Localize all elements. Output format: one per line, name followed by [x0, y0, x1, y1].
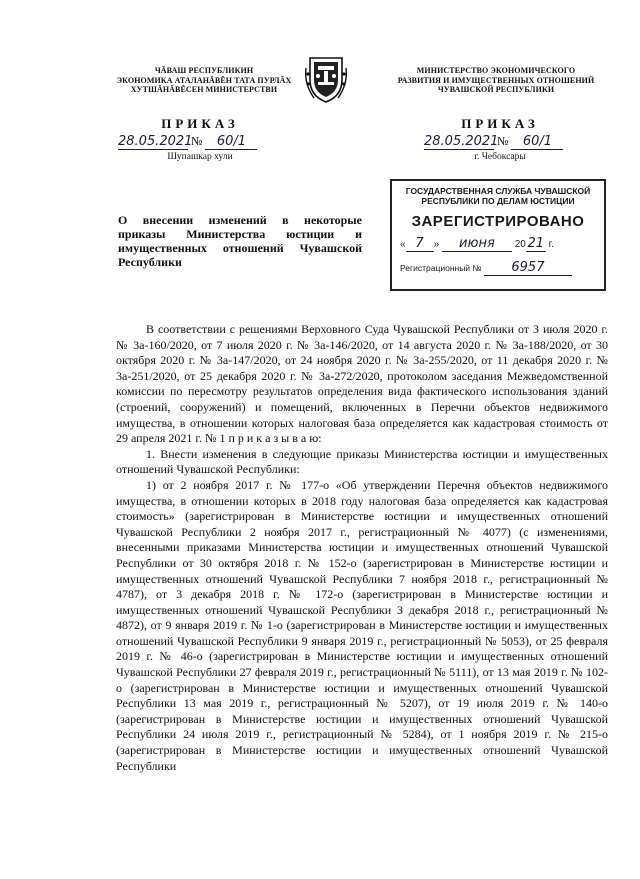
- body-paragraph-1: В соответствии с решениями Верховного Суда Чувашской Республики от 3 июля 2020 г. № 3а-160/2020, от 7 июля 2020 г. № 3а-146/2020, от 14 августа 2020 г. № 3а-188/2020, от 30 октября 2020 г. № 3а-147/2020, от 24 ноября 2020 г. № 3а-255/2020, от 11 декабря 2020 г. № 3а-251/2020, от 25 декабря 2020 г. № 3а-272/2020, протоколом заседания Межведомственной комиссии по пересмотру результатов определения вида фактического использования зданий (строений, сооружений) и помещений, включенных в Перечни объектов недвижимого имущества, в отношении которых налоговая база определяется как кадастровая стоимость от 29 апреля 2021 г. № 1 п р и к а з ы в а ю:: [116, 322, 608, 446]
- document-body: [116, 322, 608, 774]
- stamp-service: ГОСУДАРСТВЕННАЯ СЛУЖБА ЧУВАШСКОЙ РЕСПУБЛИКИ ПО ДЕЛАМ ЮСТИЦИИ: [405, 186, 591, 206]
- stamp-quote-close: »: [433, 239, 440, 250]
- right-org-name: [380, 66, 612, 95]
- left-number: 60/1: [205, 134, 257, 150]
- right-org-line-1: МИНИСТЕРСТВО ЭКОНОМИЧЕСКОГО: [416, 66, 576, 75]
- stamp-year-prefix: 20: [514, 239, 526, 250]
- right-date: 28.05.2021: [424, 134, 499, 149]
- stamp-month: июня: [442, 236, 512, 252]
- stamp-date-row: [400, 236, 604, 252]
- right-org-line-2: РАЗВИТИЯ И ИМУЩЕСТВЕННЫХ ОТНОШЕНИЙ: [397, 75, 595, 85]
- chuvash-emblem-icon: [304, 54, 348, 104]
- stamp-reg-label: Регистрационный №: [400, 263, 482, 273]
- body-paragraph-2: 1. Внести изменения в следующие приказы Министерства юстиции и имущественных отношений Чувашской Республики:: [116, 446, 608, 477]
- right-org-line-3: ЧУВАШСКОЙ РЕСПУБЛИКИ: [437, 85, 555, 94]
- left-place: Шупашкар хули: [167, 152, 233, 162]
- left-org-line-3: ХУТШĂНĂВĔСЕН МИНИСТЕРСТВИ: [130, 85, 278, 94]
- registration-stamp: [390, 179, 606, 291]
- stamp-quote-open: «: [400, 239, 406, 250]
- left-doc-type: ПРИКАЗ: [161, 116, 239, 131]
- left-org-line-2: ЭКОНОМИКА АТАЛАНĂВĔН ТАТА ПУРЛĂХ: [116, 75, 292, 85]
- document-title: О внесении изменений в некоторые приказы Министерства юстиции и имущественных отношений Чувашской Республики: [118, 213, 362, 269]
- right-doc-type: ПРИКАЗ: [461, 116, 539, 131]
- stamp-day: 7: [406, 236, 434, 252]
- stamp-year-suffix: 21: [527, 236, 545, 251]
- right-date-number-line: [424, 134, 624, 150]
- left-org-name: [104, 66, 304, 95]
- right-number-sign: №: [497, 134, 509, 148]
- left-number-sign: №: [191, 134, 203, 148]
- left-date: 28.05.2021: [118, 134, 193, 149]
- left-date-number-line: [118, 134, 318, 150]
- left-org-line-1: ЧĂВАШ РЕСПУБЛИКИН: [154, 66, 254, 75]
- stamp-reg-row: [400, 260, 604, 276]
- stamp-registered: ЗАРЕГИСТРИРОВАНО: [411, 213, 585, 230]
- stamp-reg-number: 6957: [484, 260, 572, 276]
- body-paragraph-3: 1) от 2 ноября 2017 г. № 177-о «Об утверждении Перечня объектов недвижимого имущества, в отношении которых в 2018 году налоговая база определяется как кадастровая стоимость» (зарегистрирован в Министерстве юстиции и имущественных отношений Чувашской Республики 2 ноября 2017 г., регистрационный № 4077) (с изменениями, внесенными приказами Министерства юстиции и имущественных отношений Чувашской Республики от 30 октября 2018 г. № 152-о (зарегистрирован в Министерстве юстиции и имущественных отношений Чувашской Республики 7 ноября 2018 г., регистрационный № 4787), от 3 декабря 2018 г. № 172-о (зарегистрирован в Министерстве юстиции и имущественных отношений Чувашской Республики 3 декабря 2018 г., регистрационный № 4872), от 9 января 2019 г. № 1-о (зарегистрирован в Министерстве юстиции и имущественных отношений Чувашской Республики 9 января 2019 г., регистрационный № 5053), от 25 февраля 2019 г. № 46-о (зарегистрирован в Министерстве юстиции и имущественных отношений Чувашской Республики 27 февраля 2019 г., регистрационный № 5111), от 13 мая 2019 г. № 102-о (зарегистрирован в Министерстве юстиции и имущественных отношений Чувашской Республики 13 мая 2019 г., регистрационный № 5207), от 19 июля 2019 г. № 140-о (зарегистрирован в Министерстве юстиции и имущественных отношений Чувашской Республики 24 июля 2019 г., регистрационный № 5284), от 1 ноября 2019 г. № 215-о (зарегистрирован в Министерстве юстиции и имущественных отношений Чувашской Республики: [116, 477, 608, 773]
- right-number: 60/1: [511, 134, 563, 150]
- stamp-year-unit: г.: [548, 239, 554, 250]
- right-place: г. Чебоксары: [474, 152, 526, 162]
